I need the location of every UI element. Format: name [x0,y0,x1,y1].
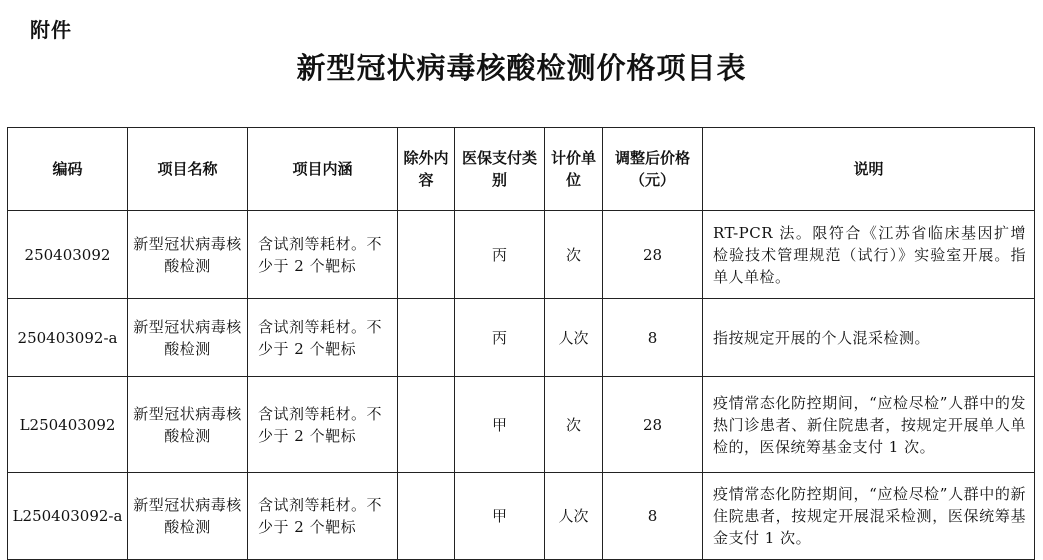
cell-content: 含试剂等耗材。不少于 2 个靶标 [248,299,398,377]
cell-excluded [398,299,455,377]
header-code: 编码 [8,128,128,211]
cell-code: 250403092-a [8,299,128,377]
cell-price: 8 [603,473,703,560]
cell-note: RT-PCR 法。限符合《江苏省临床基因扩增检验技术管理规范（试行）》实验室开展。指单人单检。 [703,211,1035,299]
cell-unit: 次 [545,377,603,473]
header-excluded: 除外内容 [398,128,455,211]
table-header-row [8,128,1035,211]
cell-code: L250403092 [8,377,128,473]
cell-note: 指按规定开展的个人混采检测。 [703,299,1035,377]
cell-category: 丙 [455,299,545,377]
cell-excluded [398,473,455,560]
cell-code: 250403092 [8,211,128,299]
cell-price: 28 [603,377,703,473]
cell-content: 含试剂等耗材。不少于 2 个靶标 [248,473,398,560]
cell-note: 疫情常态化防控期间，“应检尽检”人群中的发热门诊患者、新住院患者，按规定开展单人单检的，医保统筹基金支付 1 次。 [703,377,1035,473]
cell-category: 甲 [455,473,545,560]
cell-content: 含试剂等耗材。不少于 2 个靶标 [248,211,398,299]
table-row [8,473,1035,560]
cell-excluded [398,377,455,473]
header-unit: 计价单位 [545,128,603,211]
cell-category: 甲 [455,377,545,473]
cell-price: 28 [603,211,703,299]
attachment-label: 附件 [30,18,72,42]
header-price: 调整后价格（元） [603,128,703,211]
cell-unit: 次 [545,211,603,299]
table-row [8,211,1035,299]
cell-name: 新型冠状病毒核酸检测 [128,211,248,299]
cell-name: 新型冠状病毒核酸检测 [128,473,248,560]
table-row [8,299,1035,377]
cell-code: L250403092-a [8,473,128,560]
cell-category: 丙 [455,211,545,299]
cell-content: 含试剂等耗材。不少于 2 个靶标 [248,377,398,473]
header-content: 项目内涵 [248,128,398,211]
cell-price: 8 [603,299,703,377]
document-title: 新型冠状病毒核酸检测价格项目表 [296,51,747,85]
header-category: 医保支付类别 [455,128,545,211]
cell-unit: 人次 [545,473,603,560]
header-note: 说明 [703,128,1035,211]
price-table [7,127,1035,560]
table-row [8,377,1035,473]
cell-note: 疫情常态化防控期间，“应检尽检”人群中的新住院患者，按规定开展混采检测，医保统筹基金支付 1 次。 [703,473,1035,560]
header-name: 项目名称 [128,128,248,211]
cell-name: 新型冠状病毒核酸检测 [128,377,248,473]
cell-name: 新型冠状病毒核酸检测 [128,299,248,377]
cell-excluded [398,211,455,299]
cell-unit: 人次 [545,299,603,377]
